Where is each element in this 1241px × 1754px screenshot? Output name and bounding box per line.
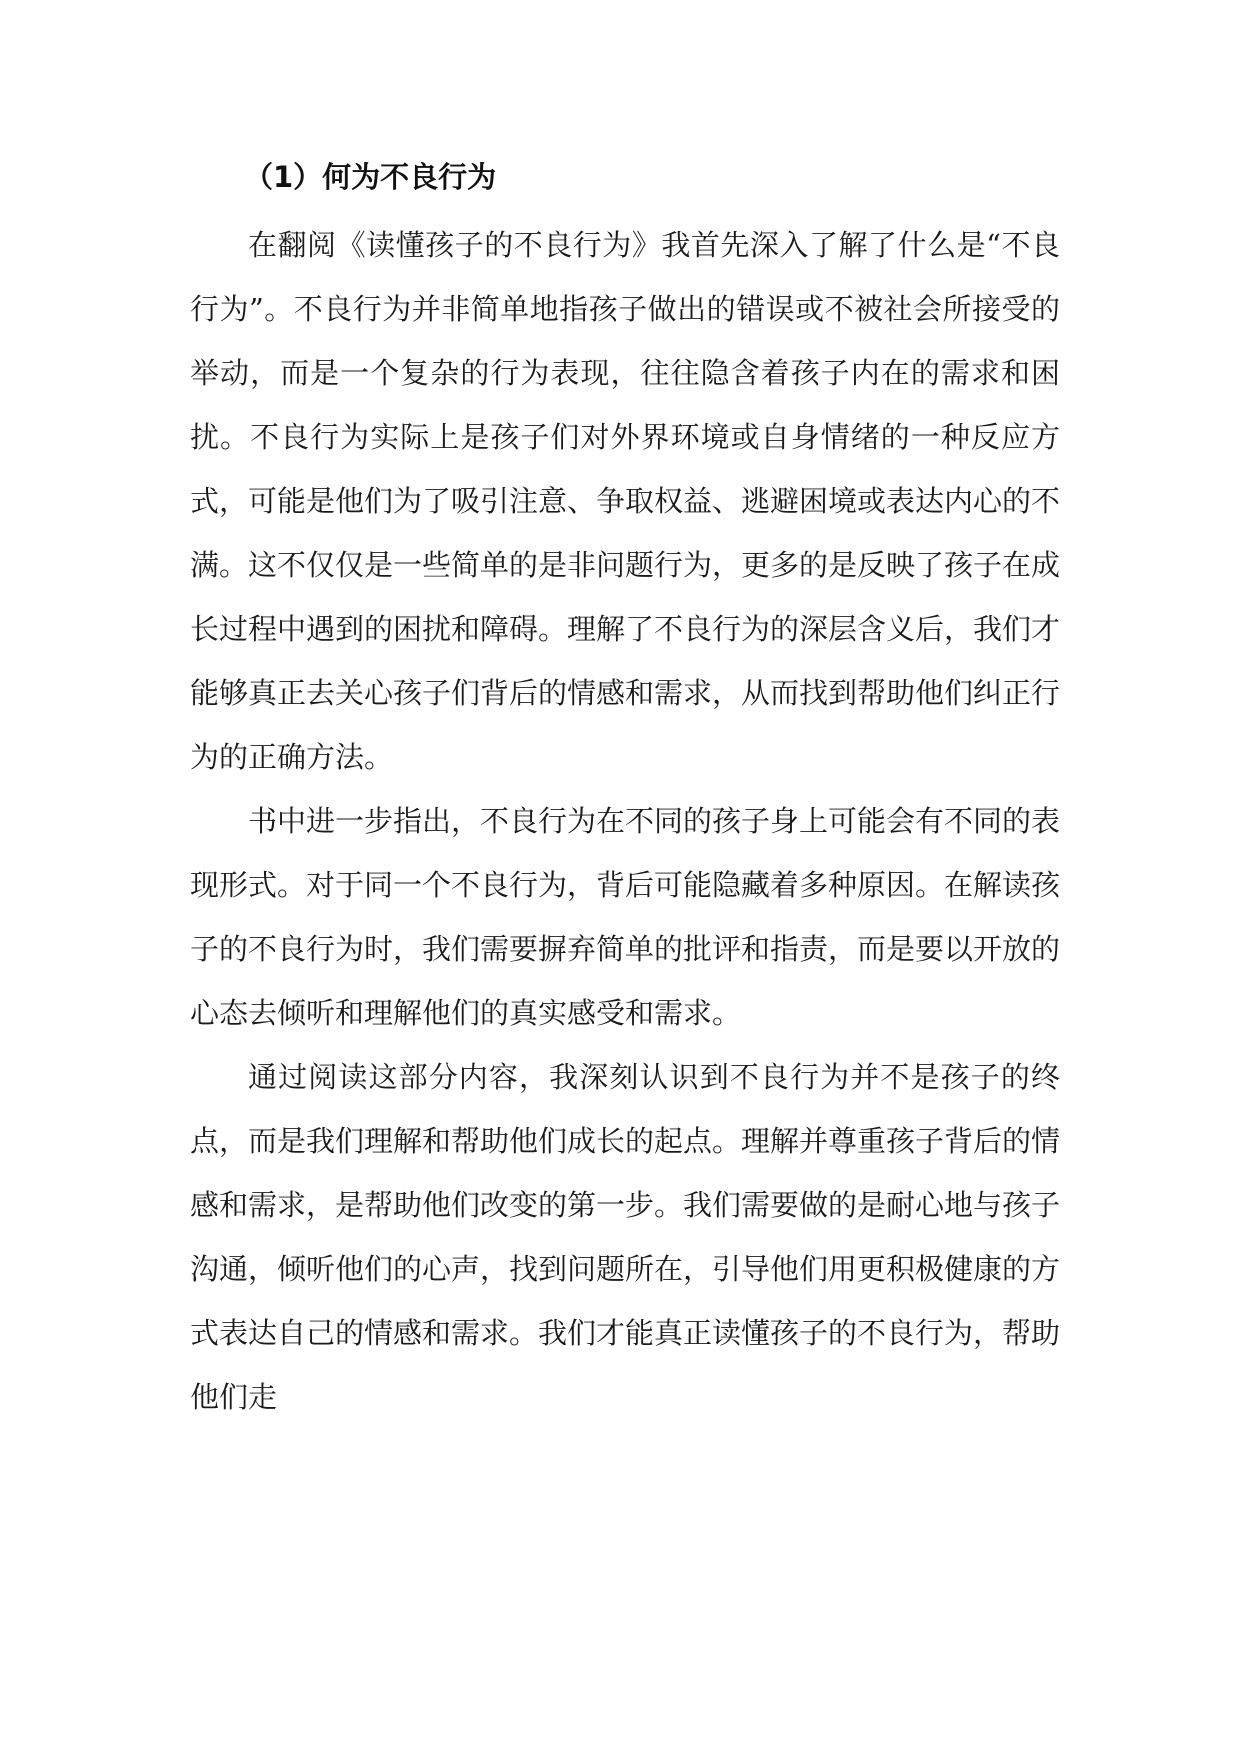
- section-heading: （1）何为不良行为: [244, 160, 497, 194]
- paragraph-2: 书中进一步指出，不良行为在不同的孩子身上可能会有不同的表现形式。对于同一个不良行为，背后可能隐藏着多种原因。在解读孩子的不良行为时，我们需要摒弃简单的批评和指责，而是要以开放的心态去倾听和理解他们的真实感受和需求。: [190, 804, 1061, 1030]
- document-body: [190, 145, 1060, 1429]
- paragraph-3: 通过阅读这部分内容，我深刻认识到不良行为并不是孩子的终点，而是我们理解和帮助他们成长的起点。理解并尊重孩子背后的情感和需求，是帮助他们改变的第一步。我们需要做的是耐心地与孩子沟通，倾听他们的心声，找到问题所在，引导他们用更积极健康的方式表达自己的情感和需求。我们才能真正读懂孩子的不良行为，帮助他们走: [190, 1060, 1061, 1414]
- paragraph-1: 在翻阅《读懂孩子的不良行为》我首先深入了解了什么是“不良行为”。不良行为并非简单地指孩子做出的错误或不被社会所接受的举动，而是一个复杂的行为表现，往往隐含着孩子内在的需求和困扰。不良行为实际上是孩子们对外界环境或自身情绪的一种反应方式，可能是他们为了吸引注意、争取权益、逃避困境或表达内心的不满。这不仅仅是一些简单的是非问题行为，更多的是反映了孩子在成长过程中遇到的困扰和障碍。理解了不良行为的深层含义后，我们才能够真正去关心孩子们背后的情感和需求，从而找到帮助他们纠正行为的正确方法。: [190, 228, 1061, 774]
